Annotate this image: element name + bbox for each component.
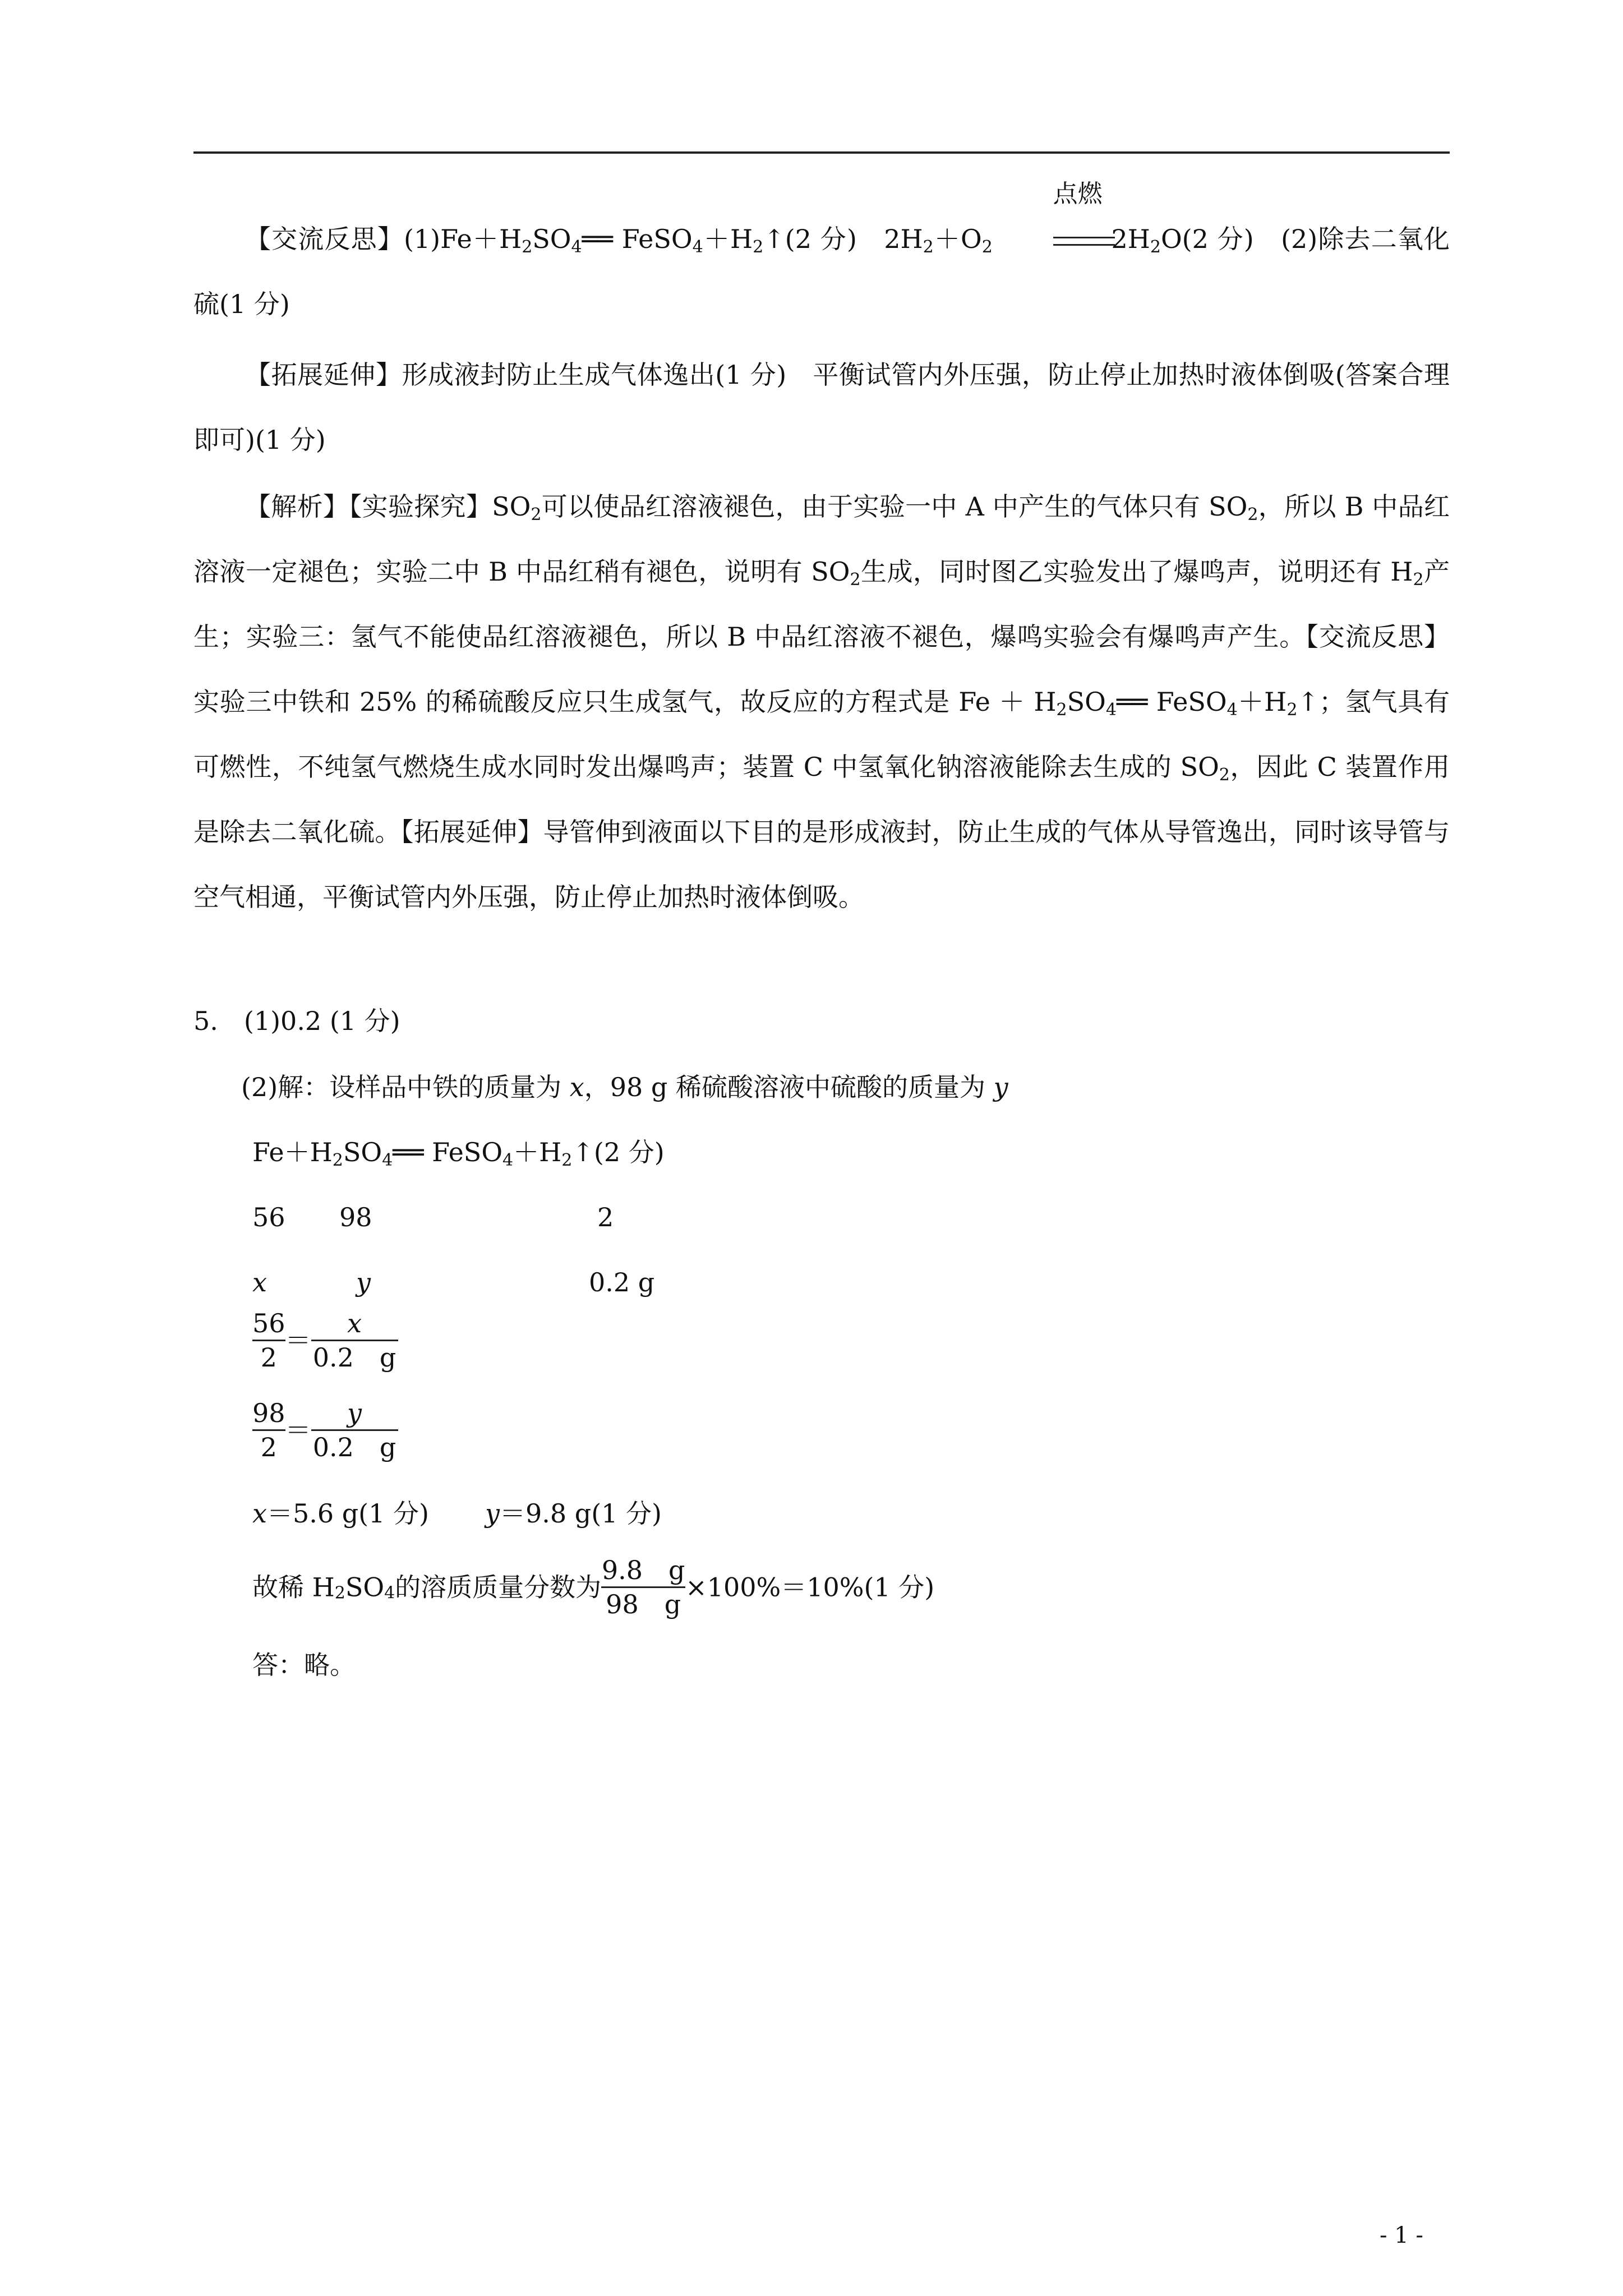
ignition-condition: 点燃 bbox=[1053, 180, 1103, 208]
q5-final-fraction: 故稀 $H_2SO_4$的溶质质量分数为 $\frac{9.8 g}{98 g}$ ×100%＝10%(1 分) bbox=[252, 1555, 935, 1619]
section-tag: 【实验探究】 bbox=[349, 491, 492, 522]
page-number: - 1 - bbox=[1380, 2223, 1423, 2248]
exchange-reflection-paragraph: 【交流反思】$(1)Fe+H_2SO_4══$ $FeSO_4+H_2↑(2$ 分) $2H_2+O_2$ 点燃 $2H_2O(2$ 分) (2)除去二氧化硫(1 分) bbox=[193, 180, 1450, 319]
section-tag: 【拓展延伸】 bbox=[400, 817, 543, 847]
q5-part1: 5. (1)0.2 (1 分) bbox=[193, 1006, 400, 1036]
q5-proportion-x: $\frac{56}{2}$ ＝ $\frac{x}{0.2 g}$ bbox=[252, 1307, 398, 1374]
analysis-paragraph: 【解析】【实验探究】$SO_2$可以使品红溶液褪色，由于实验一中 A 中产生的气体只有 $SO_2$，所以 B 中品红溶液一定褪色；实验二中 B 中品红稍有褪色，说明有 $SO_2$生成，同时图乙实验发出了爆鸣声，说明还有 $H_2$产生；实验三：氢气不能使品红溶液褪色，所以 B 中品红溶液不褪色，爆鸣实验会有爆鸣声产生。【交流反思】实验三中铁和 25% 的稀硫酸反应只生成氢气，故反应的方程式是 $Fe + H_2SO_4══$ $FeSO_4+H_2↑$；氢气具有可燃性，不纯氢气燃烧生成水同时发出爆鸣声；装置 C 中氢氧化钠溶液能除去生成的 $SO_2$，因此 C 装置作用是除去二氧化硫。【拓展延伸】导管伸到液面以下目的是形成液封，防止生成的气体从导管逸出，同时该导管与空气相通，平衡试管内外压强，防止停止加热时液体倒吸。 bbox=[193, 491, 1450, 912]
section-tag: 【交流反思】 bbox=[1306, 622, 1450, 652]
ignition-equals-sign bbox=[1002, 180, 1103, 272]
q5-part2-setup: (2)解：设样品中铁的质量为 x，98 g 稀硫酸溶液中硫酸的质量为 y bbox=[241, 1072, 1008, 1102]
header-rule bbox=[193, 151, 1450, 154]
section-tag: 【交流反思】 bbox=[245, 224, 404, 254]
q5-answer: 答：略。 bbox=[252, 1650, 356, 1680]
q5-equation: $Fe+H_2SO_4══$ $FeSO_4+H_2↑(2$ 分) bbox=[252, 1137, 665, 1170]
q5-proportion-y: $\frac{98}{2}$ ＝ $\frac{y}{0.2 g}$ bbox=[252, 1397, 398, 1464]
section-tag: 【拓展延伸】 bbox=[245, 360, 402, 390]
section-tag: 【解析】 bbox=[245, 491, 349, 522]
extension-paragraph: 【拓展延伸】形成液封防止生成气体逸出(1 分) 平衡试管内外压强，防止停止加热时液体倒吸(答案合理即可)(1 分) bbox=[193, 360, 1450, 455]
q5-results: x＝5.6 g(1 分) y＝9.8 g(1 分) bbox=[252, 1498, 662, 1529]
